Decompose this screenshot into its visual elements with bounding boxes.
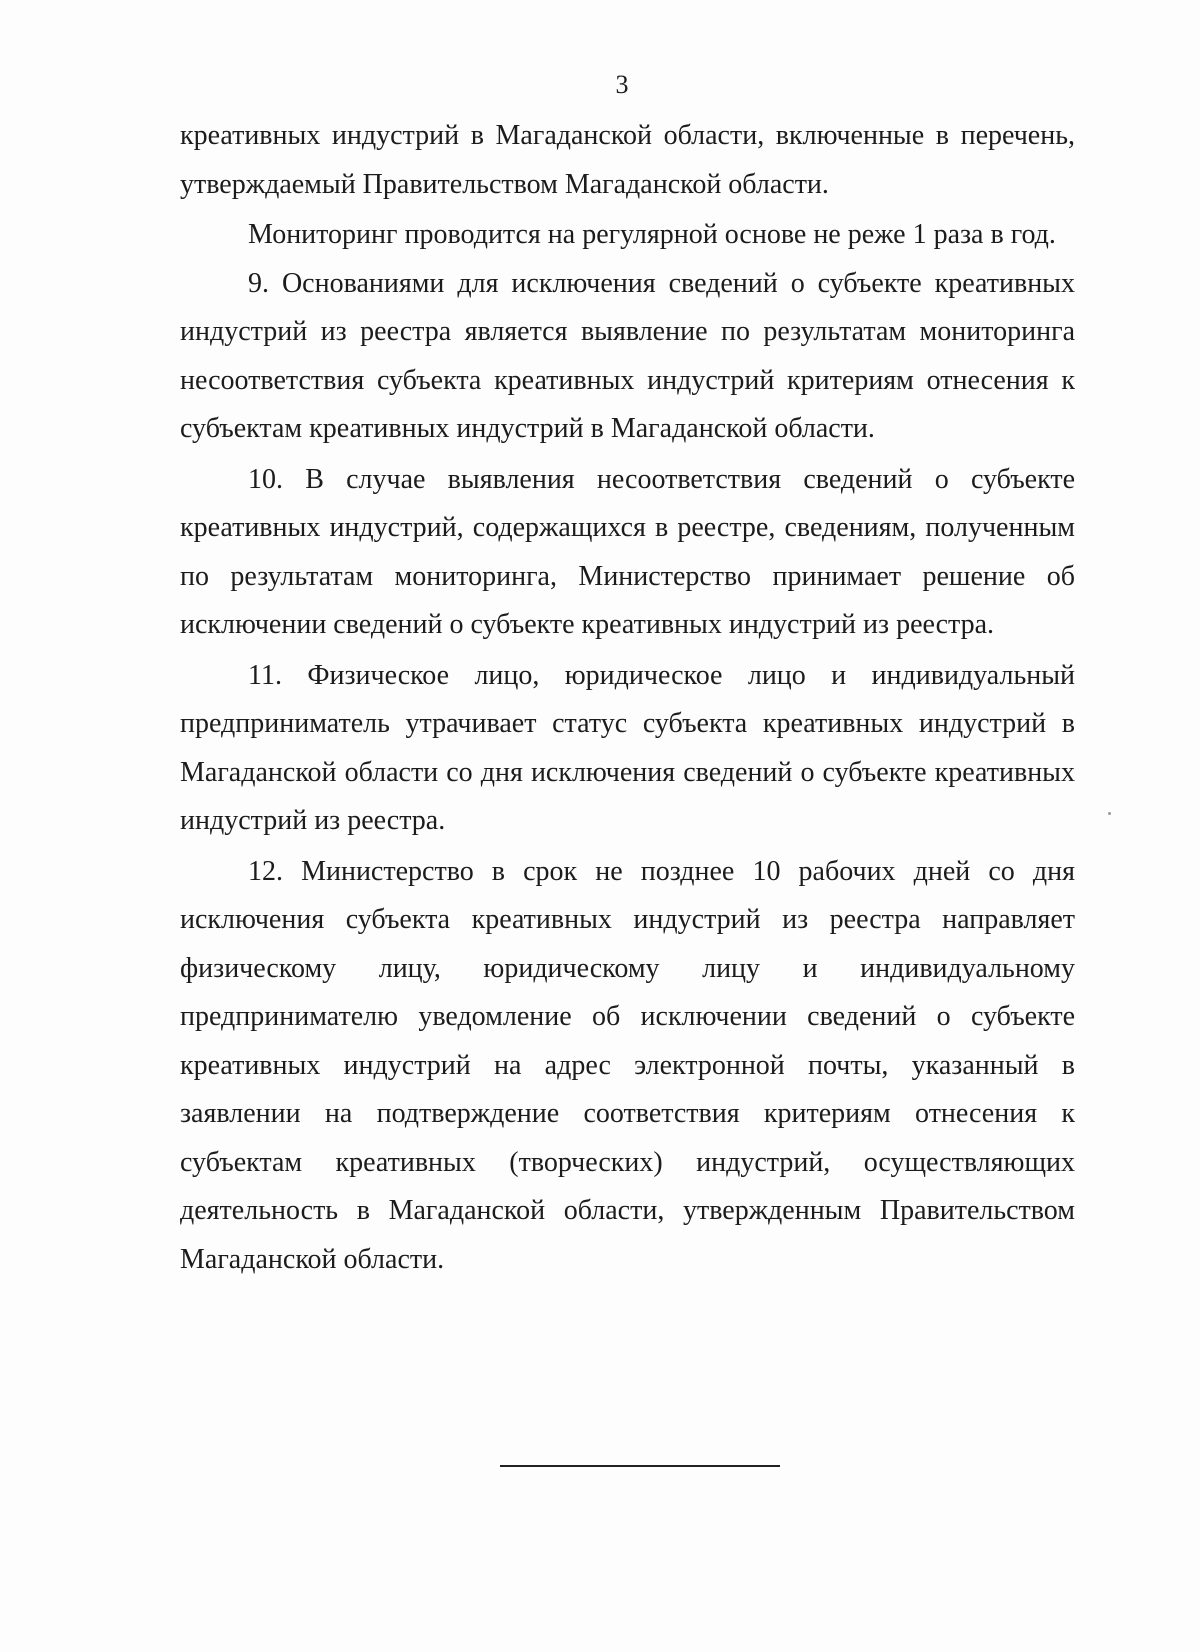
page-number: 3 [615,70,629,99]
paragraph-item-10: 10. В случае выявления несоответствия сведений о субъекте креативных индустрий, содержащихся в реестре, сведениям, полученным по результатам мониторинга, Министерство принимает решение об исключении сведений о субъекте креативных индустрий из реестра. [180,463,1075,640]
paragraph-item-11: 11. Физическое лицо, юридическое лицо и индивидуальный предприниматель утрачивает статус субъекта креативных индустрий в Магаданской области со дня исключения сведений о субъекте креативных индустрий из реестра. [180,659,1075,836]
paragraph-monitoring-frequency: Мониторинг проводится на регулярной основе не реже 1 раза в год. [248,219,1056,250]
paragraph-item-12: 12. Министерство в срок не позднее 10 рабочих дней со дня исключения субъекта креативных индустрий из реестра направляет физическому лицу, юридическому лицу и индивидуальному предпринимателю уведомление об исключении сведений о субъекте креативных индустрий на адрес электронной почты, указанный в заявлении на подтверждение соответствия критериям отнесения к субъектам креативных (творческих) индустрий, осуществляющих деятельность в Магаданской области, утвержденным Правительством Магаданской области. [180,855,1075,1275]
scan-artifact [1108,812,1111,815]
end-separator-line [500,1465,780,1467]
paragraph-continuation: креативных индустрий в Магаданской области, включенные в перечень, утверждаемый Правительством Магаданской области. [180,120,1075,200]
paragraph-item-9: 9. Основаниями для исключения сведений о субъекте креативных индустрий из реестра является выявление по результатам мониторинга несоответствия субъекта креативных индустрий критериям отнесения к субъектам креативных индустрий в Магаданской области. [180,267,1075,444]
document-body [180,112,1075,1284]
